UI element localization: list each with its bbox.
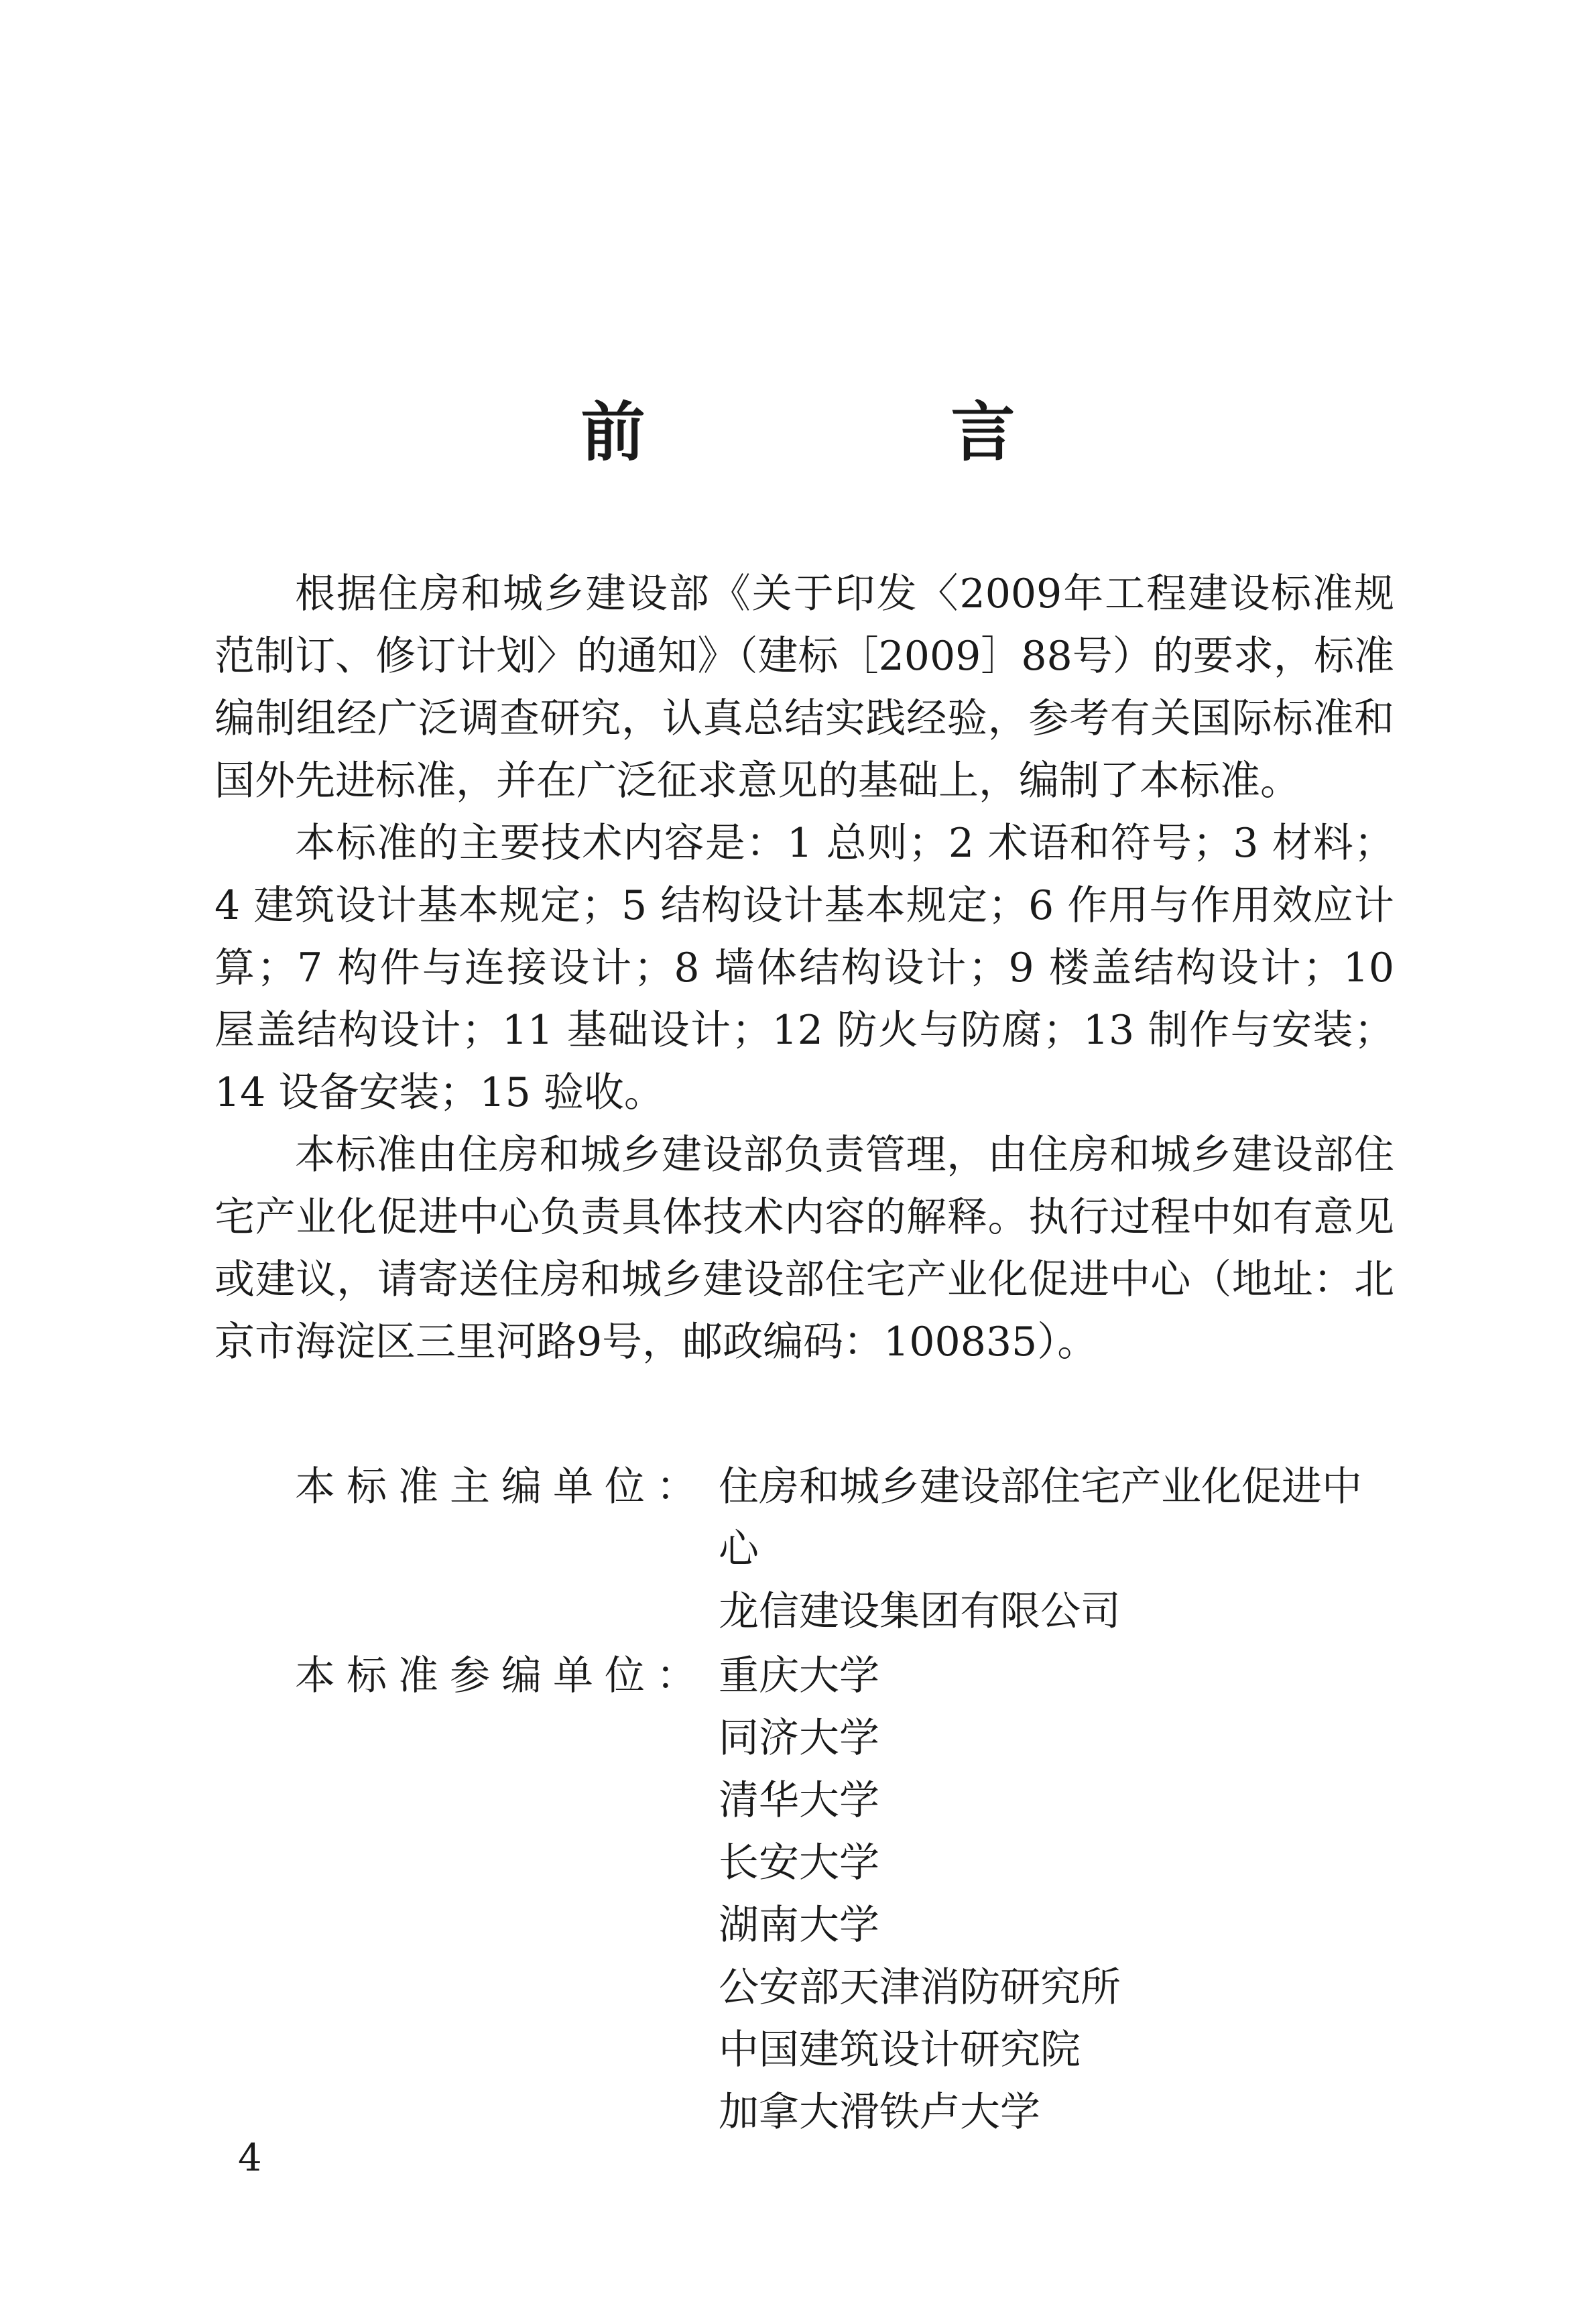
paragraph-contents: 本标准的主要技术内容是：1 总则；2 术语和符号；3 材料；4 建筑设计基本规定；5 结构设计基本规定；6 作用与作用效应计算；7 构件与连接设计；8 墙体结构设计；9 楼盖结构设计；10 屋盖结构设计；11 基础设计；12 防火与防腐；13 制作与安装；14 设备安装；15 验收。	[214, 820, 1394, 1116]
participating-units-list	[719, 1645, 1394, 2144]
chief-unit-item: 龙信建设集团有限公司	[719, 1588, 1121, 1635]
chief-unit-item: 住房和城乡建设部住宅产业化促进中心	[719, 1463, 1362, 1573]
participating-units-section	[214, 1645, 1394, 2144]
participating-unit-item: 长安大学	[719, 1839, 879, 1886]
chief-units-section	[214, 1456, 1394, 1643]
page-number: 4	[238, 2136, 262, 2180]
participating-units-label: 本标准参编单位：	[295, 1652, 708, 1699]
participating-unit-item: 重庆大学	[719, 1652, 879, 1699]
preface-body	[214, 563, 1394, 1374]
chief-units-label: 本标准主编单位：	[295, 1463, 708, 1510]
participating-unit-item: 加拿大滑铁卢大学	[719, 2089, 1040, 2136]
paragraph-basis: 根据住房和城乡建设部《关于印发〈2009年工程建设标准规范制订、修订计划〉的通知》（建标［2009］88号）的要求，标准编制组经广泛调查研究，认真总结实践经验，参考有关国际标准和国外先进标准，并在广泛征求意见的基础上，编制了本标准。	[214, 570, 1394, 804]
page-title: 前 言	[580, 394, 1136, 470]
participating-units-block	[214, 1645, 1394, 2144]
chief-units-block	[214, 1456, 1394, 1643]
participating-unit-item: 清华大学	[719, 1777, 879, 1824]
participating-unit-item: 湖南大学	[719, 1902, 879, 1949]
participating-unit-item: 同济大学	[719, 1715, 879, 1762]
chief-units-list	[719, 1456, 1394, 1643]
paragraph-management: 本标准由住房和城乡建设部负责管理，由住房和城乡建设部住宅产业化促进中心负责具体技术内容的解释。执行过程中如有意见或建议，请寄送住房和城乡建设部住宅产业化促进中心（地址：北京市海淀区三里河路9号，邮政编码：100835）。	[214, 1132, 1394, 1365]
participating-unit-item: 中国建筑设计研究院	[719, 2026, 1081, 2073]
participating-unit-item: 公安部天津消防研究所	[719, 1964, 1121, 2011]
